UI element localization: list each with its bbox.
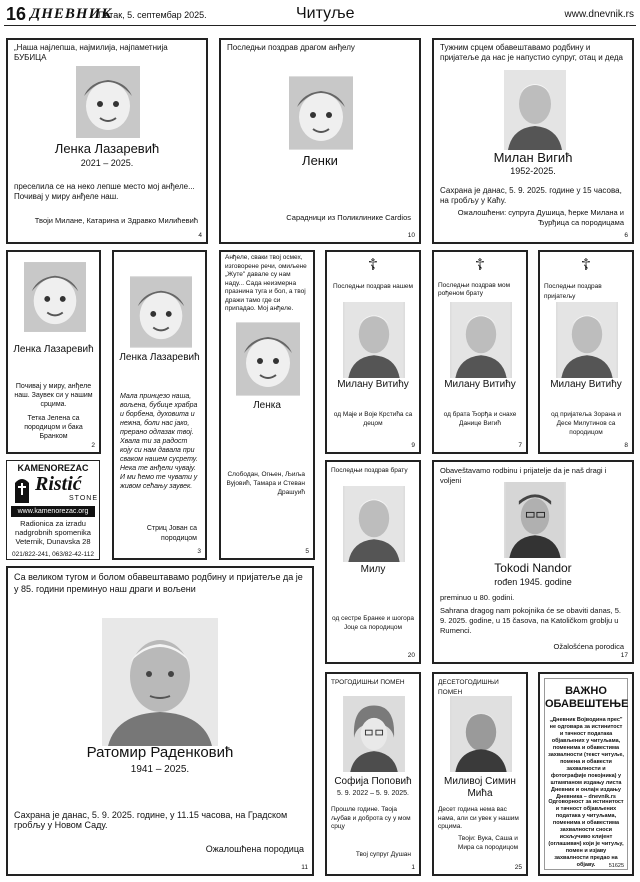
notice-number: 3 xyxy=(197,548,201,555)
notice-number: 25 xyxy=(514,864,522,871)
notice-number: 10 xyxy=(407,232,415,239)
deceased-photo-man xyxy=(450,696,512,772)
orthodox-cross-icon: ☦ xyxy=(367,257,379,274)
notice-signature: од брата Ђорђа и снахе Данице Вигић xyxy=(443,411,517,427)
notice-intro: Последњи поздрав мом рођеном брату xyxy=(438,282,511,297)
notice-intro: „Наша најлепша, најмилија, најпаметнија БУБИЦА xyxy=(14,43,168,62)
deceased-name: Ленка Лазаревић xyxy=(13,344,94,355)
notice-number: 9 xyxy=(411,442,415,449)
notice-intro: Тужним срцем обавештавамо родбину и пријатеље да нас је напустио супруг, отац и деда xyxy=(440,43,623,62)
important-notice-paragraph-2: Одговорност за истинитост и тачност објављених података у читуљама, поменима и обавестима захвалности сноси искључиво клијент (оглашивач) који је читуљу, помен и изјаву захвалности предао на објаву. xyxy=(548,799,624,868)
issue-date: Петак, 5. септембар 2025. xyxy=(98,10,207,20)
deceased-photo-child xyxy=(236,322,300,396)
notice-intro: Са великом тугом и болом обавештавамо родбину и пријатеље да је у 85. години преминуо наш драги и вољени xyxy=(14,572,303,594)
deceased-years: 1952-2025. xyxy=(510,166,556,176)
deceased-name: Tokodi Nandor xyxy=(494,561,572,575)
notice-number: 7 xyxy=(518,442,522,449)
obituary-notice xyxy=(219,38,421,244)
deceased-photo-man xyxy=(504,70,566,150)
notice-number: 17 xyxy=(620,652,628,659)
obituary-notice xyxy=(219,250,315,560)
page-header xyxy=(4,4,636,26)
notice-signature: Ožalošćena porodica xyxy=(553,642,624,651)
website-link[interactable]: www.dnevnik.rs xyxy=(564,9,634,20)
orthodox-cross-icon: ☦ xyxy=(474,257,486,274)
obituary-notice xyxy=(432,250,528,454)
section-title: Читуље xyxy=(296,5,355,22)
deceased-name: Ратомир Раденковић xyxy=(86,744,234,761)
deceased-photo-child xyxy=(76,66,140,138)
notice-number: 11 xyxy=(301,864,308,871)
notice-signature: од сестре Бранке и шогора Јоце са породицом xyxy=(332,615,414,631)
deceased-years: 2021 – 2025. xyxy=(80,158,134,168)
deceased-name: Миливој Симин Мића xyxy=(444,776,516,799)
notice-text: преселила се на неко лепше место мој анђеле... Почивај у миру анђеле наш. xyxy=(14,182,195,201)
notice-text: Сахрана је данас, 5. 9. 2025. године у 15 часова, на гробљу у Каћу. xyxy=(440,186,622,205)
deceased-photo-man xyxy=(343,302,405,378)
deceased-name: Милану Витићу xyxy=(444,379,516,390)
obituary-notice xyxy=(538,250,634,454)
important-notice-title: ВАЖНО ОБАВЕШТЕЊЕ xyxy=(545,685,629,710)
important-notice xyxy=(538,672,634,876)
obituary-notice xyxy=(325,672,421,876)
obituary-notice xyxy=(6,566,314,876)
notice-text: Десет година нема вас нама, али си увек у нашим срцима. xyxy=(438,806,519,830)
notice-signature: Ожалошћена породица xyxy=(205,844,304,854)
deceased-years: rođen 1945. godine xyxy=(494,577,572,587)
notice-signature: Тетка Јелена са породицом и бака Бранком xyxy=(24,415,83,440)
deceased-photo-child xyxy=(24,262,86,332)
deceased-name: Софија Поповић xyxy=(334,776,412,787)
obituary-notice xyxy=(325,250,421,454)
notice-text: Мала принцезо наша, вољена, бубице храбра и борбена, духовита и нежна, боли нас јако, прерано одлазак твој. Хвала ти за радост коју си нам давала при сваком нашем сусрету. Нека те анђели чувају. И ми ћемо те чувати у живом сећању заувек. xyxy=(120,393,198,490)
notice-intro: ТРОГОДИШЊИ ПОМЕН xyxy=(331,679,405,686)
deceased-photo-child xyxy=(130,276,192,348)
notice-intro: Последњи поздрав нашем xyxy=(333,283,413,290)
deceased-name: Ленка Лазаревић xyxy=(54,141,160,156)
notice-intro: Последњи поздрав драгом анђелу xyxy=(227,43,355,52)
notice-text: Сахрана је данас, 5. 9. 2025. године, у 11.15 часова, на Градском гробљу у Новом Саду. xyxy=(14,810,288,830)
notice-intro: Obaveštavamo rodbinu i prijatelje da je naš dragi i voljeni xyxy=(440,466,607,485)
notice-number: 1 xyxy=(411,864,415,871)
ad-title: KAMENOREZAC xyxy=(17,463,89,473)
obituary-notice xyxy=(432,672,528,876)
deceased-name: Ленка xyxy=(253,400,281,411)
deceased-name: Ленки xyxy=(302,153,338,168)
notice-number: 8 xyxy=(624,442,628,449)
notice-intro: Последњи поздрав брату xyxy=(331,467,408,474)
deceased-photo-man xyxy=(504,482,566,558)
notice-number: 2 xyxy=(91,442,95,449)
ad-brand: Ristić xyxy=(35,473,82,495)
notice-intro: ДЕСЕТОГОДИШЊИ ПОМЕН xyxy=(438,679,499,696)
deceased-photo-man xyxy=(556,302,618,378)
deceased-photo-woman xyxy=(343,696,405,772)
notice-intro: Последњи поздрав пријатељу xyxy=(544,283,602,300)
notice-text-funeral: Sahrana dragog nam pokojnika će se obaviti danas, 5. 9. 2025. godine, u 15 časova, na Katoličkom groblju u Rumenci. xyxy=(440,606,621,635)
deceased-name: Милану Витићу xyxy=(550,379,622,390)
notice-signature: Твоји: Вука, Саша и Мира са породицом xyxy=(457,835,519,851)
deceased-name: Милу xyxy=(360,564,386,575)
notice-number: 6 xyxy=(624,232,628,239)
notice-text: Почивај у миру, анђеле наш. Заувек си у нашим срцима. xyxy=(14,383,93,408)
ad-text: Radionica za izradu nadgrobnih spomenika Veternik, Dunavska 28 xyxy=(15,519,91,546)
notice-signature: Сарадници из Поликлинике Cardios xyxy=(286,213,411,222)
deceased-photo-man xyxy=(450,302,512,378)
obituary-notice xyxy=(432,460,634,664)
important-notice-code: 51625 xyxy=(608,863,624,869)
notice-signature: Ожалошћени: супруга Душица, ћерке Милана и Ђурђица са породицама xyxy=(457,208,624,227)
notice-signature: Стриц Јован са породицом xyxy=(146,525,197,542)
obituary-notice xyxy=(6,38,208,244)
orthodox-cross-icon: ☦ xyxy=(580,257,592,274)
paper-logo: ДНЕВНИК xyxy=(30,6,113,22)
ad-brand-sub: STONE xyxy=(69,495,98,502)
notice-text: Прошле године. Твоја љубав и доброта су у мом срцу xyxy=(331,806,411,830)
deceased-photo-man xyxy=(343,486,405,562)
notice-signature: Слободан, Огњен, Љиља Вујовић, Тамара и Стеван Драшуић xyxy=(226,471,305,496)
notice-number: 20 xyxy=(407,652,415,659)
obituary-notice xyxy=(112,250,207,560)
obituary-notice xyxy=(432,38,634,244)
deceased-years: 5. 9. 2022 – 5. 9. 2025. xyxy=(336,790,409,797)
notice-number: 5 xyxy=(305,548,309,555)
ad-phones: 021/822-241, 063/82-42-112 xyxy=(12,551,94,558)
important-notice-frame xyxy=(544,678,628,870)
obituary-notice xyxy=(325,460,421,664)
page-number: 16 xyxy=(6,4,27,24)
important-notice-paragraph-1: „Дневник Војводина прес" не одговара за истинитост и тачност података објављених у читуљама, поменима и обавестима захвалности (текст читуље, помена и обавести захвалности и фотографије покојника) у штампаном издању листа Дневник и онлајн издању Дневника – dnevnik.rs xyxy=(548,717,624,800)
deceased-name: Милан Вигић xyxy=(493,150,573,165)
obituary-notice xyxy=(6,250,101,454)
notice-signature: Твоји Милане, Катарина и Здравко Милићевић xyxy=(34,216,198,225)
deceased-name: Милану Витићу xyxy=(337,379,409,390)
notice-signature: Твој супруг Душан xyxy=(355,851,411,858)
deceased-name: Ленка Лазаревић xyxy=(119,352,200,363)
deceased-photo-man xyxy=(102,618,218,746)
deceased-photo-child xyxy=(289,76,353,150)
tombstone-icon xyxy=(13,475,31,503)
notice-intro: Анђеле, сваки твој осмех, изговорене речи, омиљене „Жуте" давале су нам наду... Сада неизмерна празнина туга и бол, а твој дражи тамо где си припадао. Мој анђеле. xyxy=(225,254,307,312)
kamenorezac-ad xyxy=(6,460,100,560)
notice-number: 4 xyxy=(198,232,202,239)
notice-text: preminuo u 80. godini. xyxy=(440,593,515,602)
deceased-years: 1941 – 2025. xyxy=(130,764,190,775)
ad-website[interactable]: www.kamenorezac.org xyxy=(11,506,95,517)
notice-signature: од пријатеља Зорана и Десе Милутинов са породицом xyxy=(551,411,621,436)
notice-signature: од Маје и Воје Крстића са децом xyxy=(333,411,413,427)
